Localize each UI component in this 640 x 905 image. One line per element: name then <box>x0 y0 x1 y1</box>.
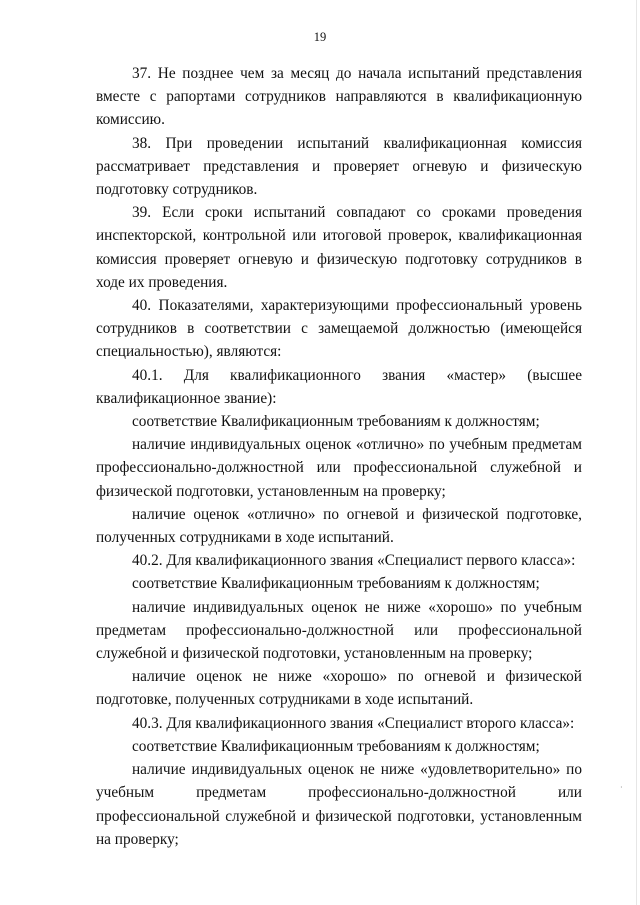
paragraph-37: 37. Не позднее чем за месяц до начала испытаний представления вместе с рапортами сотрудников направляются в квалификационную комиссию. <box>96 65 582 129</box>
paragraph-40-2-item-3: наличие оценок не ниже «хорошо» по огневой и физической подготовке, полученных сотрудниками в ходе испытаний. <box>96 668 582 709</box>
paragraph-40-3-item-2: наличие индивидуальных оценок не ниже «удовлетворительно» по учебным предметам профессионально-должностной или профессиональной служебной и физической подготовки, установленным на проверку; <box>96 761 582 848</box>
page-number: 19 <box>313 30 327 44</box>
paragraph-40-1: 40.1. Для квалификационного звания «мастер» (высшее квалификационное звание): <box>96 366 582 407</box>
paragraph-39: 39. Если сроки испытаний совпадают со сроками проведения инспекторской, контрольной или итоговой проверок, квалификационная комиссия проверяет огневую и физическую подготовку сотрудников в ходе их проведения. <box>96 204 582 291</box>
scan-edge-line <box>636 0 637 905</box>
paragraph-40-2: 40.2. Для квалификационного звания «Специалист первого класса»: <box>132 552 576 570</box>
document-body <box>96 62 582 851</box>
paragraph-40-1-item-1: соответствие Квалификационным требованиям к должностям; <box>132 413 540 431</box>
paragraph-40-3: 40.3. Для квалификационного звания «Специалист второго класса»: <box>132 714 575 732</box>
paragraph-40-2-item-1: соответствие Квалификационным требованиям к должностям; <box>132 575 540 593</box>
paragraph-40: 40. Показателями, характеризующими профессиональный уровень сотрудников в соответствии с замещаемой должностью (имеющейся специальностью), являются: <box>96 297 582 361</box>
paragraph-40-3-item-1: соответствие Квалификационным требованиям к должностям; <box>132 737 540 755</box>
paragraph-40-2-item-2: наличие индивидуальных оценок не ниже «хорошо» по учебным предметам профессионально-должностной или профессиональной служебной и физической подготовки, установленным на проверку; <box>96 598 582 663</box>
paragraph-38: 38. При проведении испытаний квалификационная комиссия рассматривает представления и проверяет огневую и физическую подготовку сотрудников. <box>96 134 582 199</box>
scan-speck: · <box>620 783 623 792</box>
paragraph-40-1-item-3: наличие оценок «отлично» по огневой и физической подготовке, полученных сотрудниками в ходе испытаний. <box>96 505 582 547</box>
paragraph-40-1-item-2: наличие индивидуальных оценок «отлично» по учебным предметам профессионально-должностной или профессиональной служебной и физической подготовки, установленным на проверку; <box>96 436 582 500</box>
